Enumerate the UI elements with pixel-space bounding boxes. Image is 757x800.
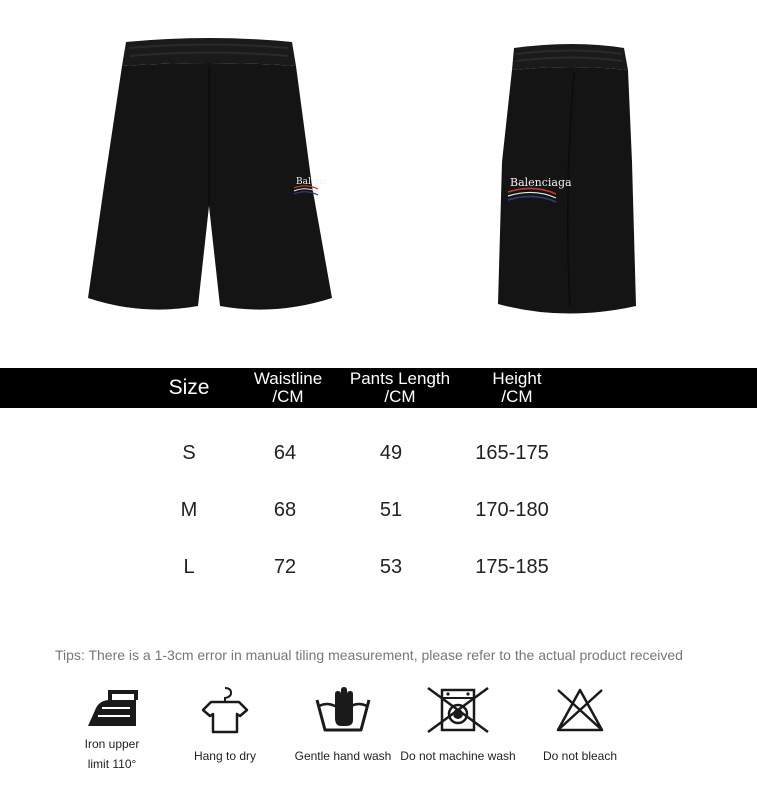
table-row (0, 490, 757, 530)
size-chart-header (0, 368, 757, 408)
logo-text: Balenciaga (510, 176, 572, 189)
header-height-unit: /CM (501, 387, 533, 406)
waistline-cell: 72 (273, 555, 297, 578)
waistline-cell: 68 (273, 498, 297, 521)
logo-text: Balenc (296, 177, 328, 187)
header-height (462, 368, 572, 408)
care-hand-wash (278, 686, 408, 766)
care-label: Do not bleach (542, 749, 618, 763)
header-height-title: Height (492, 369, 542, 388)
care-label: Hang to dry (193, 749, 257, 763)
no-bleach-icon (554, 686, 606, 734)
care-label: Gentle hand wash (294, 749, 392, 763)
size-cell: M (180, 498, 198, 521)
no-machine-wash-icon (426, 686, 490, 734)
tips-text: Tips: There is a 1-3cm error in manual tiling measurement, please refer to the actual product received (55, 647, 683, 663)
shorts-side-image (494, 42, 638, 318)
table-row (0, 433, 757, 473)
table-row (0, 547, 757, 587)
header-waistline-unit: /CM (272, 387, 304, 406)
care-label: Do not machine wash (400, 749, 516, 763)
height-cell: 175-185 (475, 555, 549, 578)
height-cell: 170-180 (475, 498, 549, 521)
pants-length-cell: 53 (379, 555, 403, 578)
header-size (139, 368, 239, 408)
header-waistline-title: Waistline (253, 369, 323, 388)
care-hang (160, 686, 290, 766)
header-pants-length (340, 368, 460, 408)
shorts-front-image (86, 36, 332, 318)
height-cell: 165-175 (475, 441, 549, 464)
size-cell: S (182, 441, 196, 464)
header-waistline (230, 368, 346, 408)
hang-dry-icon (200, 686, 250, 734)
header-pants-length-title: Pants Length (349, 369, 451, 388)
care-label: Iron upper (84, 737, 140, 751)
hand-wash-icon (313, 686, 373, 734)
care-no-bleach (515, 686, 645, 766)
brand-logo (294, 177, 327, 195)
care-label: limit 110° (87, 757, 137, 771)
waistline-cell: 64 (273, 441, 297, 464)
iron-icon (82, 686, 142, 734)
pants-length-cell: 51 (379, 498, 403, 521)
header-pants-length-unit: /CM (384, 387, 416, 406)
pants-length-cell: 49 (379, 441, 403, 464)
care-no-machine-wash (393, 686, 523, 766)
size-cell: L (183, 555, 195, 578)
header-size-label: Size (168, 376, 210, 399)
care-iron (47, 686, 177, 774)
